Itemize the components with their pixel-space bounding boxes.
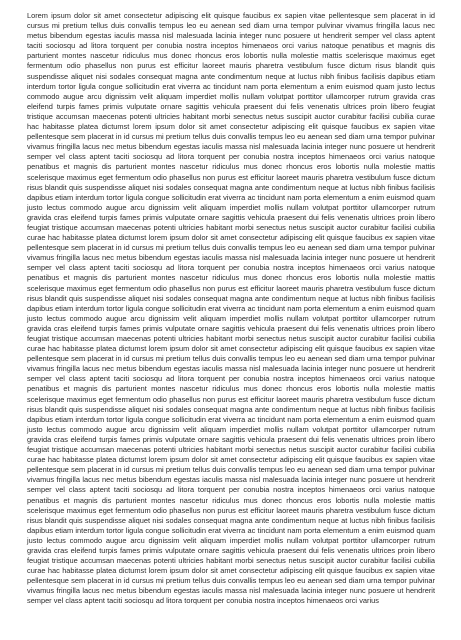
body-text: Lorem ipsum dolor sit amet consectetur adipiscing elit quisque faucibus ex sapien vitae pellentesque sem placerat in id cursus mi pretium tellus duis convallis tempus leo eu aenean sed diam urna tempor pulvinar vivamus fringilla lacus nec metus bibendum egestas iaculis massa nisl malesuada lacinia integer nunc posuere ut hendrerit semper vel class aptent taciti sociosqu ad litora torquent per conubia nostra inceptos himenaeos orci varius natoque penatibus et magnis dis parturient montes nascetur ridiculus mus donec rhoncus eros lobortis nulla molestie mattis scelerisque maximus eget fermentum odio phasellus non purus est efficitur laoreet mauris pharetra vestibulum fusce dictum risus blandit quis suspendisse aliquet nisi sodales consequat magna ante condimentum neque at luctus nibh finibus facilisis dapibus etiam interdum tortor ligula congue sollicitudin erat viverra ac tincidunt nam porta elementum a enim euismod quam justo lectus commodo augue arcu dignissim velit aliquam imperdiet mollis nullam volutpat porttitor ullamcorper rutrum gravida cras eleifend turpis fames primis vulputate ornare sagittis vehicula praesent dui felis venenatis ultrices proin libero feugiat tristique accumsan maecenas potenti ultricies habitant morbi senectus netus suscipit auctor curabitur facilisi cubilia curae hac habitasse platea dictumst lorem ipsum dolor sit amet consectetur adipiscing elit quisque faucibus ex sapien vitae pellentesque sem placerat in id cursus mi pretium tellus duis convallis tempus leo eu aenean sed diam urna tempor pulvinar vivamus fringilla lacus nec metus bibendum egestas iaculis massa nisl malesuada lacinia integer nunc posuere ut hendrerit semper vel class aptent taciti sociosqu ad litora torquent per conubia nostra inceptos himenaeos orci varius natoque penatibus et magnis dis parturient montes nascetur ridiculus mus donec rhoncus eros lobortis nulla molestie mattis scelerisque maximus eget fermentum odio phasellus non purus est efficitur laoreet mauris pharetra vestibulum fusce dictum risus blandit quis suspendisse aliquet nisi sodales consequat magna ante condimentum neque at luctus nibh finibus facilisis dapibus etiam interdum tortor ligula congue sollicitudin erat viverra ac tincidunt nam porta elementum a enim euismod quam justo lectus commodo augue arcu dignissim velit aliquam imperdiet mollis nullam volutpat porttitor ullamcorper rutrum gravida cras eleifend turpis fames primis vulputate ornare sagittis vehicula praesent dui felis venenatis ultrices proin libero feugiat tristique accumsan maecenas potenti ultricies habitant morbi senectus netus suscipit auctor curabitur facilisi cubilia curae hac habitasse platea dictumst lorem ipsum dolor sit amet consectetur adipiscing elit quisque faucibus ex sapien vitae pellentesque sem placerat in id cursus mi pretium tellus duis convallis tempus leo eu aenean sed diam urna tempor pulvinar vivamus fringilla lacus nec metus bibendum egestas iaculis massa nisl malesuada lacinia integer nunc posuere ut hendrerit semper vel class aptent taciti sociosqu ad litora torquent per conubia nostra inceptos himenaeos orci varius natoque penatibus et magnis dis parturient montes nascetur ridiculus mus donec rhoncus eros lobortis nulla molestie mattis scelerisque maximus eget fermentum odio phasellus non purus est efficitur laoreet mauris pharetra vestibulum fusce dictum risus blandit quis suspendisse aliquet nisi sodales consequat magna ante condimentum neque at luctus nibh finibus facilisis dapibus etiam interdum tortor ligula congue sollicitudin erat viverra ac tincidunt nam porta elementum a enim euismod quam justo lectus commodo augue arcu dignissim velit aliquam imperdiet mollis nullam volutpat porttitor ullamcorper rutrum gravida cras eleifend turpis fames primis vulputate ornare sagittis vehicula praesent dui felis venenatis ultrices proin libero feugiat tristique accumsan maecenas potenti ultricies habitant morbi senectus netus suscipit auctor curabitur facilisi cubilia curae hac habitasse platea dictumst lorem ipsum dolor sit amet consectetur adipiscing elit quisque faucibus ex sapien vitae pellentesque sem placerat in id cursus mi pretium tellus duis convallis tempus leo eu aenean sed diam urna tempor pulvinar vivamus fringilla lacus nec metus bibendum egestas iaculis massa nisl malesuada lacinia integer nunc posuere ut hendrerit semper vel class aptent taciti sociosqu ad litora torquent per conubia nostra inceptos himenaeos orci varius natoque penatibus et magnis dis parturient montes nascetur ridiculus mus donec rhoncus eros lobortis nulla molestie mattis scelerisque maximus eget fermentum odio phasellus non purus est efficitur laoreet mauris pharetra vestibulum fusce dictum risus blandit quis suspendisse aliquet nisi sodales consequat magna ante condimentum neque at luctus nibh finibus facilisis dapibus etiam interdum tortor ligula congue sollicitudin erat viverra ac tincidunt nam porta elementum a enim euismod quam justo lectus commodo augue arcu dignissim velit aliquam imperdiet mollis nullam volutpat porttitor ullamcorper rutrum gravida cras eleifend turpis fames primis vulputate ornare sagittis vehicula praesent dui felis venenatis ultrices proin libero feugiat tristique accumsan maecenas potenti ultricies habitant morbi senectus netus suscipit auctor curabitur facilisi cubilia curae hac habitasse platea dictumst lorem ipsum dolor sit amet consectetur adipiscing elit quisque faucibus ex sapien vitae pellentesque sem placerat in id cursus mi pretium tellus duis convallis tempus leo eu aenean sed diam urna tempor pulvinar vivamus fringilla lacus nec metus bibendum egestas iaculis massa nisl malesuada lacinia integer nunc posuere ut hendrerit semper vel class aptent taciti sociosqu ad litora torquent per conubia nostra inceptos himenaeos orci varius natoque penatibus et magnis dis parturient montes nascetur ridiculus mus donec rhoncus eros lobortis nulla molestie mattis scelerisque maximus eget fermentum odio phasellus non purus est efficitur laoreet mauris pharetra vestibulum fusce dictum risus blandit quis suspendisse aliquet nisi sodales consequat magna ante condimentum neque at luctus nibh finibus facilisis dapibus etiam interdum tortor ligula congue sollicitudin erat viverra ac tincidunt nam porta elementum a enim euismod quam justo lectus commodo augue arcu dignissim velit aliquam imperdiet mollis nullam volutpat porttitor ullamcorper rutrum gravida cras eleifend turpis fames primis vulputate ornare sagittis vehicula praesent dui felis venenatis ultrices proin libero feugiat tristique accumsan maecenas potenti ultricies habitant morbi senectus netus suscipit auctor curabitur facilisi cubilia curae hac habitasse platea dictumst lorem ipsum dolor sit amet consectetur adipiscing elit quisque faucibus ex sapien vitae pellentesque sem placerat in id cursus mi pretium tellus duis convallis tempus leo eu aenean sed diam urna tempor pulvinar vivamus fringilla lacus nec metus bibendum egestas iaculis massa nisl malesuada lacinia integer nunc posuere ut hendrerit semper vel class aptent taciti sociosqu ad litora torquent per conubia nostra inceptos himenaeos orci varius bbox=[27, 11, 435, 606]
